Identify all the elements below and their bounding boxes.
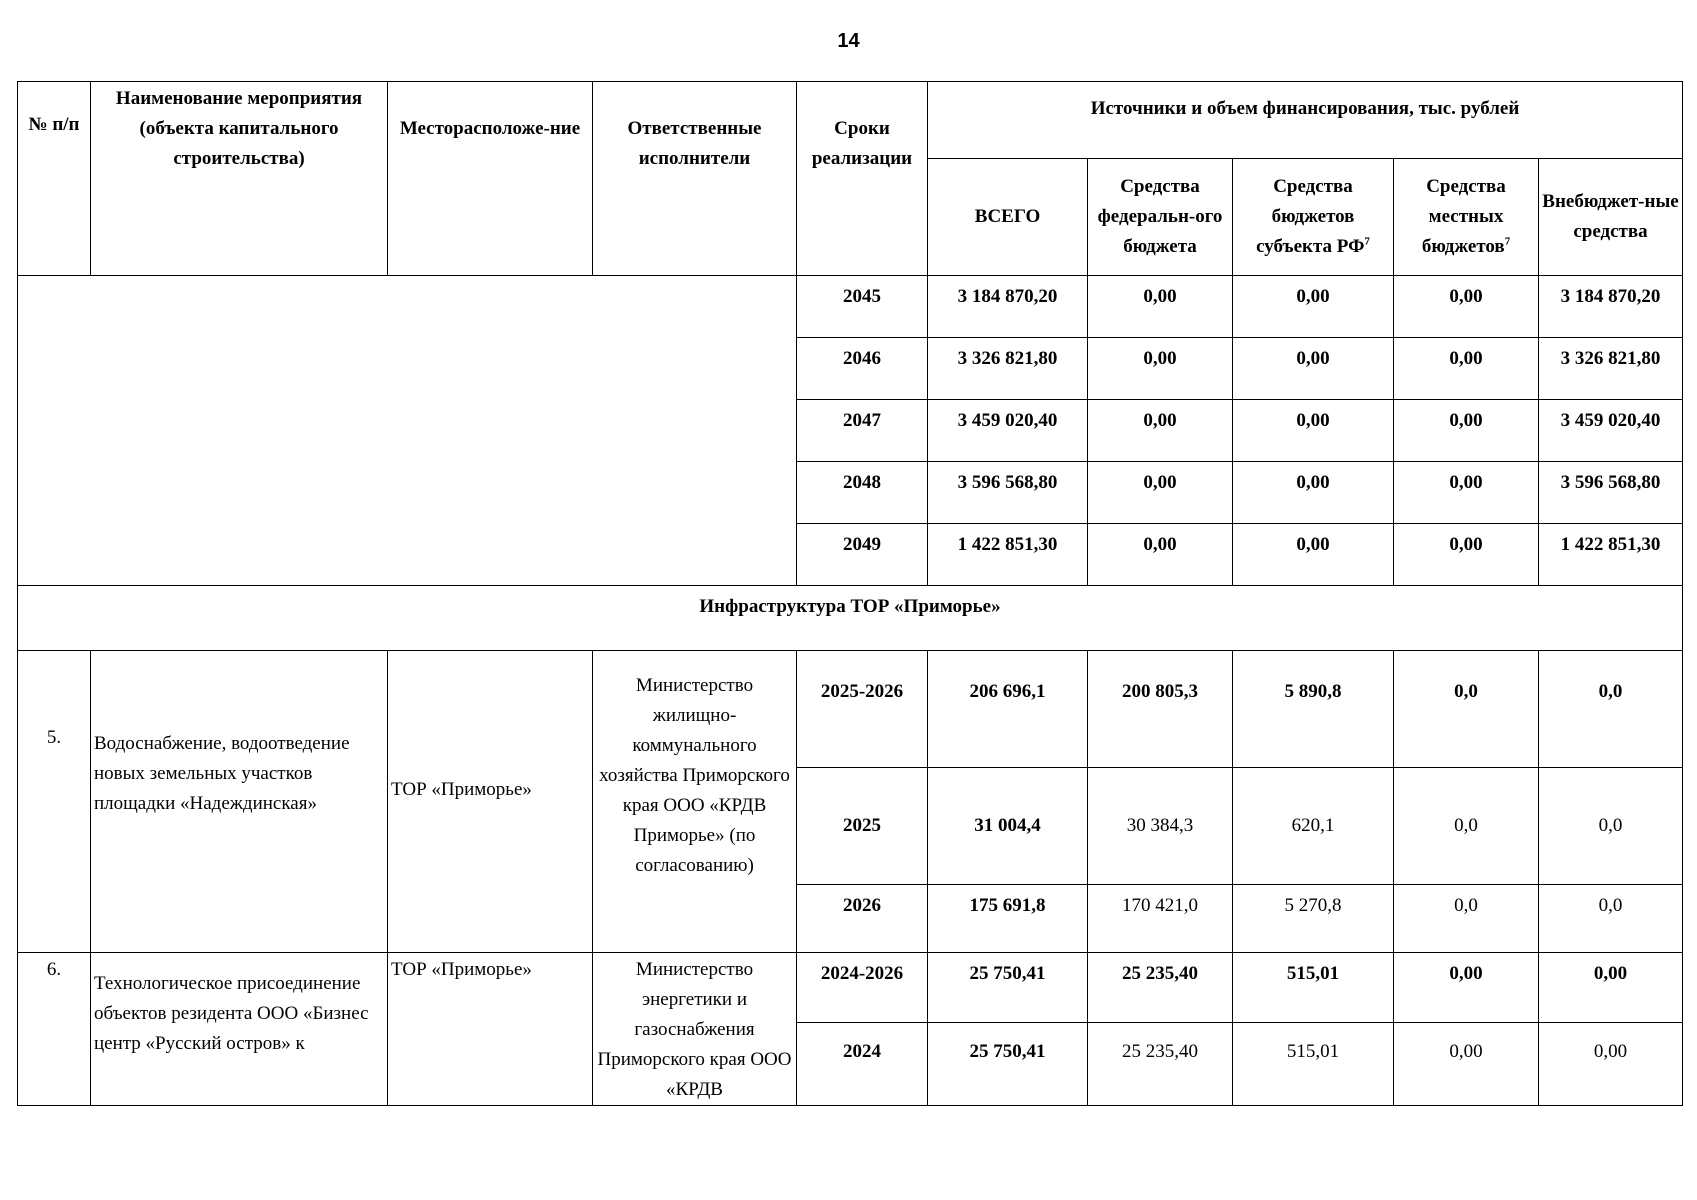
item6-location: ТОР «Приморье» — [388, 953, 593, 1106]
cell-total: 175 691,8 — [928, 885, 1088, 953]
item5-location: ТОР «Приморье» — [388, 651, 593, 953]
cell-extra: 0,0 — [1539, 651, 1683, 768]
header-location: Месторасположе-ние — [388, 82, 593, 276]
cell-extra: 0,00 — [1539, 953, 1683, 1023]
header-subject-text: Средства бюджетов субъекта РФ — [1256, 176, 1365, 257]
table-header — [18, 82, 1683, 276]
cell-subject: 515,01 — [1233, 1023, 1394, 1106]
cell-local: 0,0 — [1394, 885, 1539, 953]
cell-subject: 0,00 — [1233, 524, 1394, 586]
cell-federal: 170 421,0 — [1088, 885, 1233, 953]
cell-extra: 3 459 020,40 — [1539, 400, 1683, 462]
header-period: Сроки реализации — [797, 82, 928, 276]
item6-name: Технологическое присоединение объектов резидента ООО «Бизнес центр «Русский остров» к — [91, 953, 388, 1106]
cell-subject: 515,01 — [1233, 953, 1394, 1023]
cell-year: 2049 — [797, 524, 928, 586]
table-row — [18, 651, 1683, 768]
cell-year: 2025-2026 — [797, 651, 928, 768]
cell-federal: 0,00 — [1088, 462, 1233, 524]
cell-local: 0,0 — [1394, 651, 1539, 768]
cell-extra: 0,00 — [1539, 1023, 1683, 1106]
cell-total: 1 422 851,30 — [928, 524, 1088, 586]
cell-federal: 200 805,3 — [1088, 651, 1233, 768]
cell-total: 3 184 870,20 — [928, 276, 1088, 338]
header-num: № п/п — [18, 82, 91, 276]
financing-table — [17, 81, 1683, 1106]
cell-local: 0,00 — [1394, 953, 1539, 1023]
header-subject — [1233, 159, 1394, 276]
cell-federal: 25 235,40 — [1088, 1023, 1233, 1106]
cell-year: 2047 — [797, 400, 928, 462]
cell-extra: 3 596 568,80 — [1539, 462, 1683, 524]
header-local-text: Средства местных бюджетов — [1421, 176, 1506, 257]
item6-executors: Министерство энергетики и газоснабжения Приморского края ООО «КРДВ — [593, 953, 797, 1106]
cell-local: 0,0 — [1394, 768, 1539, 885]
section-title: Инфраструктура ТОР «Приморье» — [18, 586, 1683, 651]
cell-subject: 5 270,8 — [1233, 885, 1394, 953]
header-subject-sup: 7 — [1364, 235, 1370, 248]
cell-federal: 0,00 — [1088, 338, 1233, 400]
cell-extra: 3 326 821,80 — [1539, 338, 1683, 400]
cell-year: 2045 — [797, 276, 928, 338]
cell-subject: 620,1 — [1233, 768, 1394, 885]
header-federal: Средства федеральн-ого бюджета — [1088, 159, 1233, 276]
cell-subject: 5 890,8 — [1233, 651, 1394, 768]
cell-subject: 0,00 — [1233, 338, 1394, 400]
cell-local: 0,00 — [1394, 276, 1539, 338]
cell-extra: 0,0 — [1539, 885, 1683, 953]
header-sources: Источники и объем финансирования, тыс. рублей — [928, 82, 1683, 159]
cell-subject: 0,00 — [1233, 462, 1394, 524]
cell-year: 2048 — [797, 462, 928, 524]
item5-name: Водоснабжение, водоотведение новых земельных участков площадки «Надеждинская» — [91, 651, 388, 953]
cell-year: 2024-2026 — [797, 953, 928, 1023]
header-total: ВСЕГО — [928, 159, 1088, 276]
cell-extra: 3 184 870,20 — [1539, 276, 1683, 338]
item6-num: 6. — [18, 953, 91, 1106]
cell-extra: 1 422 851,30 — [1539, 524, 1683, 586]
cell-subject: 0,00 — [1233, 400, 1394, 462]
cell-local: 0,00 — [1394, 1023, 1539, 1106]
cell-extra: 0,0 — [1539, 768, 1683, 885]
cell-total: 3 326 821,80 — [928, 338, 1088, 400]
header-local-sup: 7 — [1504, 235, 1511, 248]
cell-total: 3 596 568,80 — [928, 462, 1088, 524]
section-row — [18, 586, 1683, 651]
cell-federal: 30 384,3 — [1088, 768, 1233, 885]
cell-total: 3 459 020,40 — [928, 400, 1088, 462]
page-number: 14 — [837, 30, 860, 52]
cell-local: 0,00 — [1394, 462, 1539, 524]
cell-local: 0,00 — [1394, 524, 1539, 586]
cell-federal: 0,00 — [1088, 276, 1233, 338]
cell-local: 0,00 — [1394, 400, 1539, 462]
cell-federal: 0,00 — [1088, 400, 1233, 462]
cell-total: 206 696,1 — [928, 651, 1088, 768]
cell-local: 0,00 — [1394, 338, 1539, 400]
cell-total: 31 004,4 — [928, 768, 1088, 885]
cell-total: 25 750,41 — [928, 953, 1088, 1023]
table-row — [18, 953, 1683, 1023]
item5-executors: Министерство жилищно-коммунального хозяйства Приморского края ООО «КРДВ Приморье» (по согласованию) — [593, 651, 797, 953]
cell-year: 2025 — [797, 768, 928, 885]
cell-federal: 25 235,40 — [1088, 953, 1233, 1023]
cell-subject: 0,00 — [1233, 276, 1394, 338]
header-extrabudget: Внебюджет-ные средства — [1539, 159, 1683, 276]
cell-total: 25 750,41 — [928, 1023, 1088, 1106]
continuation-empty-cell — [18, 276, 797, 586]
cell-year: 2024 — [797, 1023, 928, 1106]
header-name: Наименование мероприятия (объекта капитального строительства) — [91, 82, 388, 276]
item5-num: 5. — [18, 651, 91, 953]
header-local — [1394, 159, 1539, 276]
header-executors: Ответственные исполнители — [593, 82, 797, 276]
cell-year: 2046 — [797, 338, 928, 400]
cell-federal: 0,00 — [1088, 524, 1233, 586]
table-row — [18, 276, 1683, 338]
cell-year: 2026 — [797, 885, 928, 953]
